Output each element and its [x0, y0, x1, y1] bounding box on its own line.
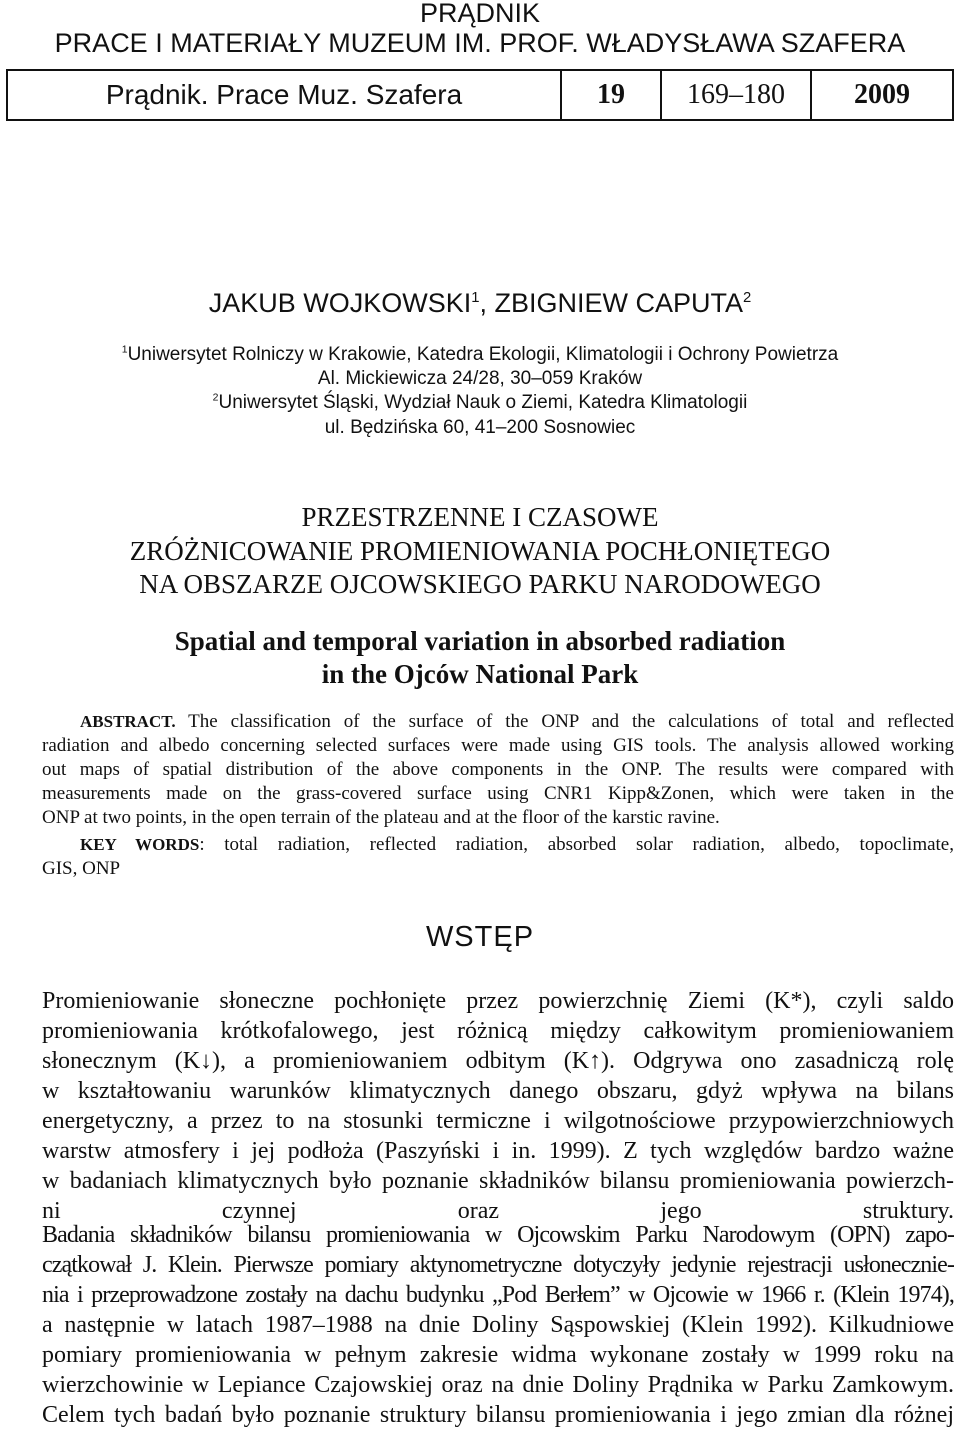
abstract-line-1: [80, 710, 954, 734]
paragraph-1-line-8: ni czynnej oraz jego struktury.: [42, 1198, 954, 1224]
year: 2009: [854, 79, 910, 110]
paragraph-2-line-7: Celem tych badań było poznanie struktury bilansu promieniowania i jego zmian dla różnej: [42, 1402, 954, 1428]
affiliation-2: [0, 391, 960, 415]
journal-abbrev: Prądnik. Prace Muz. Szafera: [8, 71, 562, 119]
keywords-line-1-text: : total radiation, reflected radiation, absorbed solar radiation, albedo, topoclimate,: [199, 834, 954, 855]
title-en-line-1: Spatial and temporal variation in absorbed radiation: [174, 626, 786, 656]
keywords-line-1: [80, 833, 954, 857]
section-heading: WSTĘP: [425, 921, 535, 953]
author-1-sup: 1: [471, 290, 480, 306]
affiliation-1: [0, 343, 960, 367]
paragraph-1-line-6: warstw atmosfery i jej podłoża (Paszyński i in. 1999). Z tych względów bardzo ważne: [42, 1138, 954, 1164]
affiliation-2-text: Uniwersytet Śląski, Wydział Nauk o Ziemi, Katedra Klimatologii: [218, 392, 748, 413]
page-range: 169–180: [662, 71, 812, 119]
authors: [0, 286, 960, 320]
title-pl-line-1: PRZESTRZENNE I CZASOWE: [301, 502, 659, 532]
paragraph-2-line-3: nia i przeprowadzone zostały na dachu budynku „Pod Berłem” w Ojcowie w 1966 r. (Klein 1974),: [42, 1282, 954, 1308]
abstract-line-5: ONP at two points, in the open terrain of the plateau and at the floor of the karstic ravine.: [42, 807, 720, 828]
abstract-line-3: out maps of spatial distribution of the above components in the ONP. The results were compared with: [42, 759, 954, 780]
affiliation-2-address: ul. Będzińska 60, 41–200 Sosnowiec: [324, 417, 636, 438]
paragraph-1-line-4: w kształtowaniu warunków klimatycznych danego obszaru, gdyż wpływa na bilans: [42, 1078, 954, 1104]
affiliation-1-text: Uniwersytet Rolniczy w Krakowie, Katedra Ekologii, Klimatologii i Ochrony Powietrza: [127, 344, 839, 365]
affiliation-2-sup: 2: [212, 392, 219, 404]
affiliation-1-address: Al. Mickiewicza 24/28, 30–059 Kraków: [317, 368, 643, 389]
keywords-label: KEY WORDS: [80, 835, 200, 854]
title-pl-line-3: NA OBSZARZE OJCOWSKIEGO PARKU NARODOWEGO: [139, 569, 821, 599]
abstract-line-1-text: The classification of the surface of the ONP and the calculations of total and reflected: [175, 711, 954, 732]
paragraph-1-line-7: w badaniach klimatycznych było poznanie składników bilansu promieniowania powierzch-: [42, 1168, 954, 1194]
paragraph-2-line-2: czątkował J. Klein. Pierwsze pomiary aktynometryczne dotyczyły jedynie rejestracji usłonecznie-: [42, 1252, 954, 1278]
paragraph-2-line-6: wierzchowinie w Lepiance Czajowskiej oraz na dnie Doliny Prądnika w Parku Zamkowym.: [42, 1372, 954, 1398]
volume-number: 19: [562, 71, 662, 119]
paragraph-2-line-4: a następnie w latach 1987–1988 na dnie Doliny Sąspowskiej (Klein 1992). Kilkudniowe: [42, 1312, 954, 1338]
paragraph-2-line-5: pomiary promieniowania w pełnym zakresie widma wykonane zostały w 1999 roku na: [42, 1342, 954, 1368]
paragraph-1-line-1: Promieniowanie słoneczne pochłonięte przez powierzchnię Ziemi (K*), czyli saldo: [42, 988, 954, 1014]
paragraph-2-line-1: Badania składników bilansu promieniowania w Ojcowskim Parku Narodowym (OPN) zapo-: [42, 1222, 954, 1248]
keywords-line-2: GIS, ONP: [42, 858, 121, 879]
paragraph-1-line-3: słonecznym (K↓), a promieniowaniem odbitym (K↑). Odgrywa ono zasadniczą rolę: [42, 1048, 954, 1074]
author-2: ZBIGNIEW CAPUTA: [494, 288, 744, 318]
paragraph-1-line-2: promieniowania krótkofalowego, jest różnicą między całkowitym promieniowaniem: [42, 1018, 954, 1044]
affiliation-1-sup: 1: [121, 344, 128, 356]
abstract-line-2: radiation and albedo concerning selected surfaces were made using GIS tools. The analysis allowed working: [42, 735, 954, 756]
author-2-sup: 2: [743, 290, 752, 306]
journal-subtitle: PRACE I MATERIAŁY MUZEUM IM. PROF. WŁADYSŁAWA SZAFERA: [54, 28, 906, 58]
paragraph-1-line-5: energetyczny, a przez to na stosunki termiczne i wilgotnościowe przypowierzchniowych: [42, 1108, 954, 1134]
journal-name: PRĄDNIK: [419, 0, 541, 28]
abstract-line-4: measurements made on the grass-covered surface using CNR1 Kipp&Zonen, which were taken in the: [42, 783, 954, 804]
author-sep: ,: [479, 288, 495, 318]
author-1: JAKUB WOJKOWSKI: [208, 288, 472, 318]
abstract-label: ABSTRACT.: [80, 712, 176, 731]
title-pl-line-2: ZRÓŻNICOWANIE PROMIENIOWANIA POCHŁONIĘTEGO: [129, 536, 831, 566]
journal-info-table: [6, 69, 954, 121]
title-en-line-2: in the Ojców National Park: [321, 659, 639, 689]
